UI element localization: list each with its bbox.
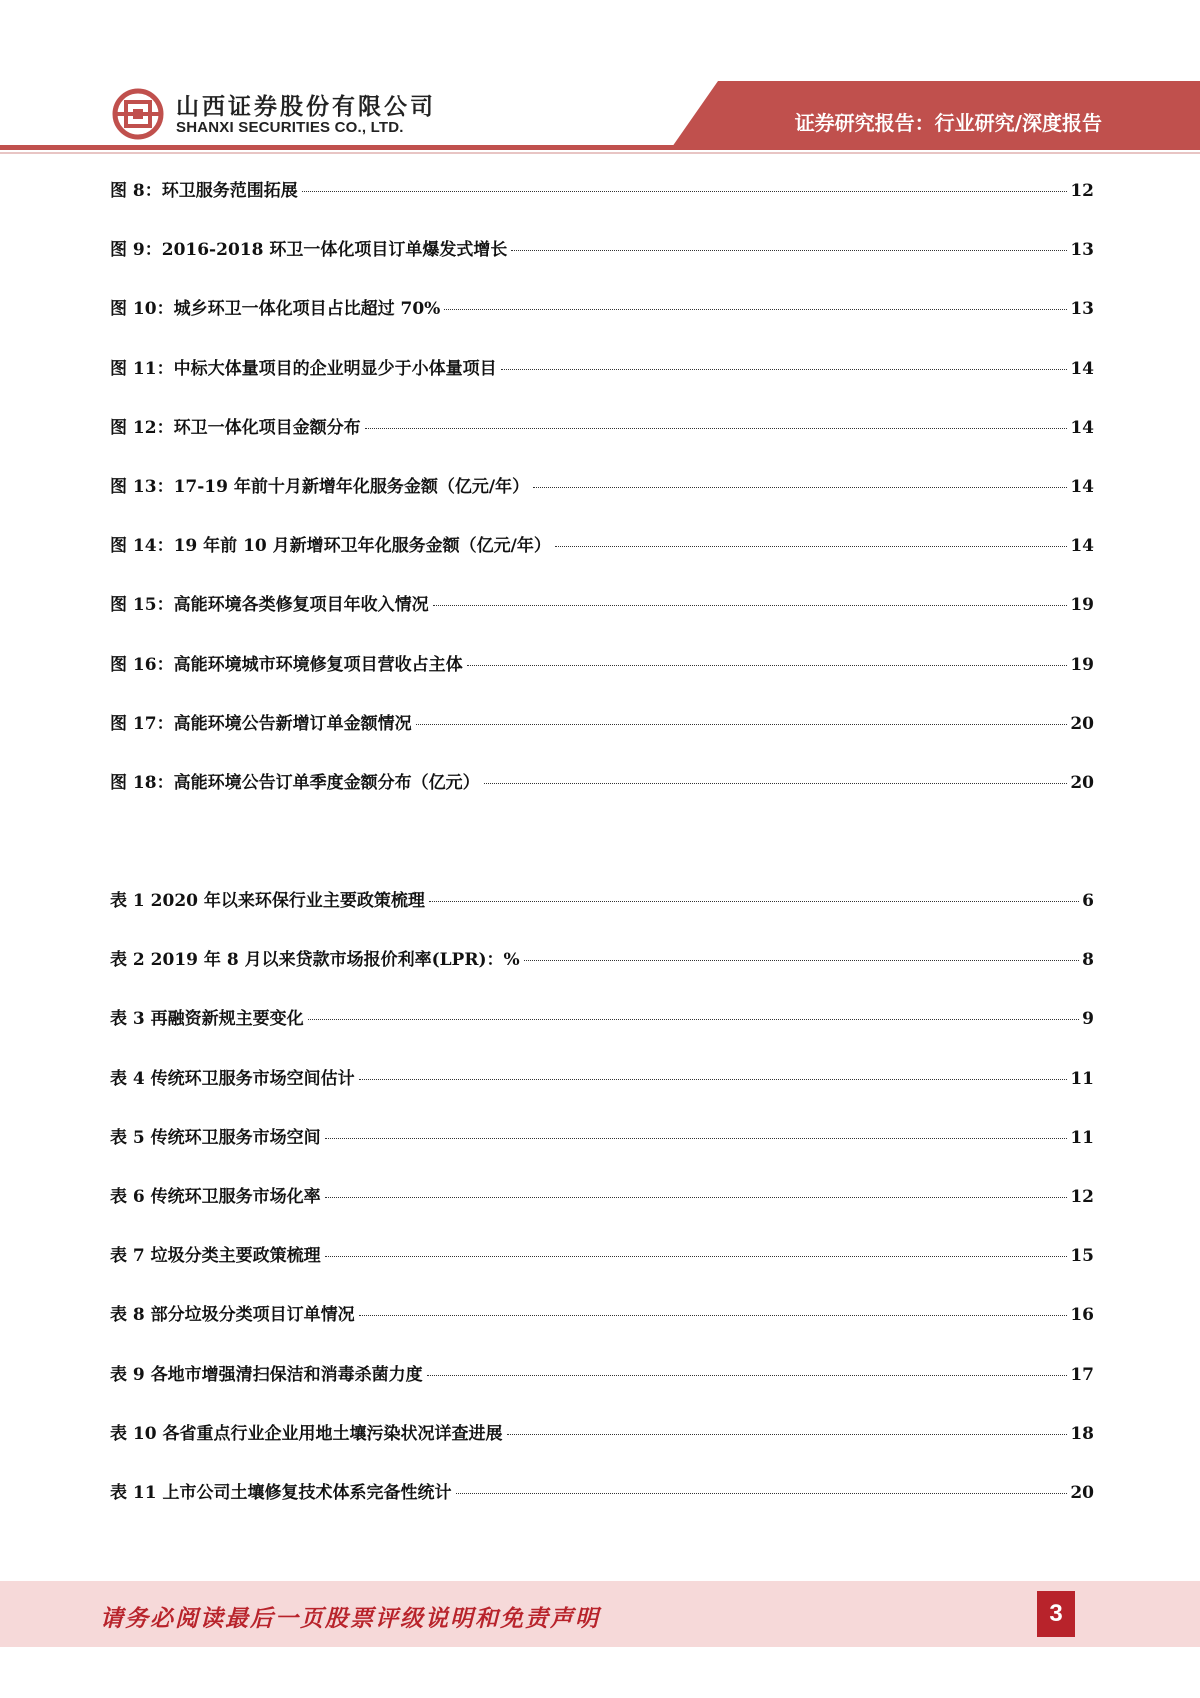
- figure-entry[interactable]: [110, 472, 1094, 531]
- page-header: [0, 0, 1200, 160]
- dot-leader: [511, 250, 1067, 251]
- figure-entry-page-number: 13: [1070, 240, 1094, 261]
- figure-entry-page-number: 19: [1070, 654, 1094, 675]
- figure-entry-page-number: 14: [1070, 476, 1094, 497]
- dot-leader: [524, 960, 1079, 961]
- figure-entry-page-number: 14: [1070, 417, 1094, 438]
- dot-leader: [302, 191, 1068, 192]
- figure-entry-label: 图 13：17-19 年前十月新增年化服务金额（亿元/年）: [110, 476, 530, 497]
- table-entry[interactable]: [110, 1182, 1094, 1241]
- dot-leader: [555, 546, 1067, 547]
- table-entry-page-number: 18: [1070, 1423, 1094, 1444]
- figure-entry-page-number: 12: [1070, 181, 1094, 201]
- dot-leader: [325, 1138, 1068, 1139]
- table-entry-page-number: 12: [1070, 1186, 1094, 1207]
- figure-entry[interactable]: [110, 235, 1094, 294]
- figure-entry-page-number: 14: [1070, 536, 1094, 557]
- figure-entry-page-number: 14: [1070, 358, 1094, 379]
- dot-leader: [308, 1019, 1079, 1020]
- table-entry[interactable]: [110, 945, 1094, 1004]
- table-entry-page-number: 11: [1070, 1068, 1094, 1089]
- figure-entry-label: 图 16：高能环境城市环境修复项目营收占主体: [110, 654, 463, 675]
- figure-list: [110, 176, 1094, 827]
- table-entry-page-number: 15: [1070, 1246, 1094, 1267]
- figure-entry-page-number: 20: [1070, 772, 1094, 793]
- table-entry[interactable]: [110, 1241, 1094, 1300]
- table-entry-label: 表 3 再融资新规主要变化: [110, 1009, 304, 1030]
- figure-entry-label: 图 10：城乡环卫一体化项目占比超过 70%: [110, 299, 441, 320]
- figure-entry-label: 图 8：环卫服务范围拓展: [110, 181, 298, 201]
- table-entry-page-number: 11: [1070, 1127, 1094, 1148]
- table-entry[interactable]: [110, 886, 1094, 945]
- table-entry-label: 表 4 传统环卫服务市场空间估计: [110, 1068, 355, 1089]
- company-name-cn: 山西证券股份有限公司: [176, 94, 436, 120]
- figure-entry[interactable]: [110, 531, 1094, 590]
- dot-leader: [467, 665, 1068, 666]
- table-entry-label: 表 7 垃圾分类主要政策梳理: [110, 1246, 321, 1267]
- table-entry-label: 表 6 传统环卫服务市场化率: [110, 1186, 321, 1207]
- figure-entry[interactable]: [110, 294, 1094, 353]
- table-entry[interactable]: [110, 1300, 1094, 1359]
- figure-entry[interactable]: [110, 650, 1094, 709]
- figure-entry-page-number: 13: [1070, 299, 1094, 320]
- table-entry-page-number: 6: [1082, 891, 1094, 911]
- table-entry-page-number: 20: [1070, 1482, 1094, 1503]
- report-type-label: 证券研究报告：行业研究/深度报告: [794, 111, 1102, 135]
- table-entry[interactable]: [110, 1478, 1094, 1537]
- figure-entry[interactable]: [110, 176, 1094, 235]
- disclaimer-text: 请务必阅读最后一页股票评级说明和免责声明: [100, 1605, 600, 1632]
- table-entry-label: 表 8 部分垃圾分类项目订单情况: [110, 1305, 355, 1326]
- dot-leader: [501, 369, 1068, 370]
- table-entry-page-number: 17: [1070, 1364, 1094, 1385]
- figure-entry-label: 图 11：中标大体量项目的企业明显少于小体量项目: [110, 358, 497, 379]
- company-logo-icon: [112, 88, 164, 140]
- dot-leader: [456, 1493, 1068, 1494]
- dot-leader: [359, 1079, 1068, 1080]
- figure-entry-label: 图 9：2016-2018 环卫一体化项目订单爆发式增长: [110, 240, 508, 261]
- dot-leader: [416, 724, 1068, 725]
- table-entry[interactable]: [110, 1419, 1094, 1478]
- figure-entry-page-number: 19: [1070, 595, 1094, 616]
- table-entry[interactable]: [110, 1123, 1094, 1182]
- company-name-en: SHANXI SECURITIES CO., LTD.: [176, 119, 404, 136]
- table-entry-label: 表 10 各省重点行业企业用地土壤污染状况详查进展: [110, 1423, 503, 1444]
- table-entry-page-number: 8: [1082, 950, 1094, 971]
- table-entry-label: 表 5 传统环卫服务市场空间: [110, 1127, 321, 1148]
- dot-leader: [429, 901, 1079, 902]
- figure-entry-label: 图 15：高能环境各类修复项目年收入情况: [110, 595, 429, 616]
- table-entry[interactable]: [110, 1360, 1094, 1419]
- dot-leader: [433, 605, 1068, 606]
- figure-entry-label: 图 12：环卫一体化项目金额分布: [110, 417, 361, 438]
- figure-entry-label: 图 14：19 年前 10 月新增环卫年化服务金额（亿元/年）: [110, 536, 551, 557]
- table-entry-page-number: 16: [1070, 1305, 1094, 1326]
- figure-entry[interactable]: [110, 354, 1094, 413]
- table-entry[interactable]: [110, 1064, 1094, 1123]
- dot-leader: [533, 487, 1067, 488]
- table-entry-label: 表 1 2020 年以来环保行业主要政策梳理: [110, 891, 425, 911]
- header-banner: [0, 0, 1200, 160]
- table-entry-page-number: 9: [1082, 1009, 1094, 1030]
- table-list: [110, 886, 1094, 1537]
- table-entry-label: 表 11 上市公司土壤修复技术体系完备性统计: [110, 1482, 452, 1503]
- figure-entry-label: 图 17：高能环境公告新增订单金额情况: [110, 713, 412, 734]
- figure-entry[interactable]: [110, 413, 1094, 472]
- dot-leader: [444, 309, 1067, 310]
- figure-entry[interactable]: [110, 768, 1094, 827]
- dot-leader: [507, 1434, 1068, 1435]
- table-entry[interactable]: [110, 1004, 1094, 1063]
- figure-entry[interactable]: [110, 709, 1094, 768]
- dot-leader: [484, 783, 1068, 784]
- page-number: 3: [1037, 1591, 1075, 1637]
- figure-entry-label: 图 18：高能环境公告订单季度金额分布（亿元）: [110, 772, 480, 793]
- dot-leader: [325, 1197, 1068, 1198]
- dot-leader: [325, 1256, 1068, 1257]
- figure-entry[interactable]: [110, 590, 1094, 649]
- table-entry-label: 表 2 2019 年 8 月以来贷款市场报价利率(LPR)：%: [110, 950, 520, 971]
- page-footer: [0, 1581, 1200, 1647]
- dot-leader: [359, 1315, 1068, 1316]
- figure-entry-page-number: 20: [1070, 713, 1094, 734]
- table-entry-label: 表 9 各地市增强清扫保洁和消毒杀菌力度: [110, 1364, 423, 1385]
- dot-leader: [365, 428, 1068, 429]
- dot-leader: [427, 1375, 1068, 1376]
